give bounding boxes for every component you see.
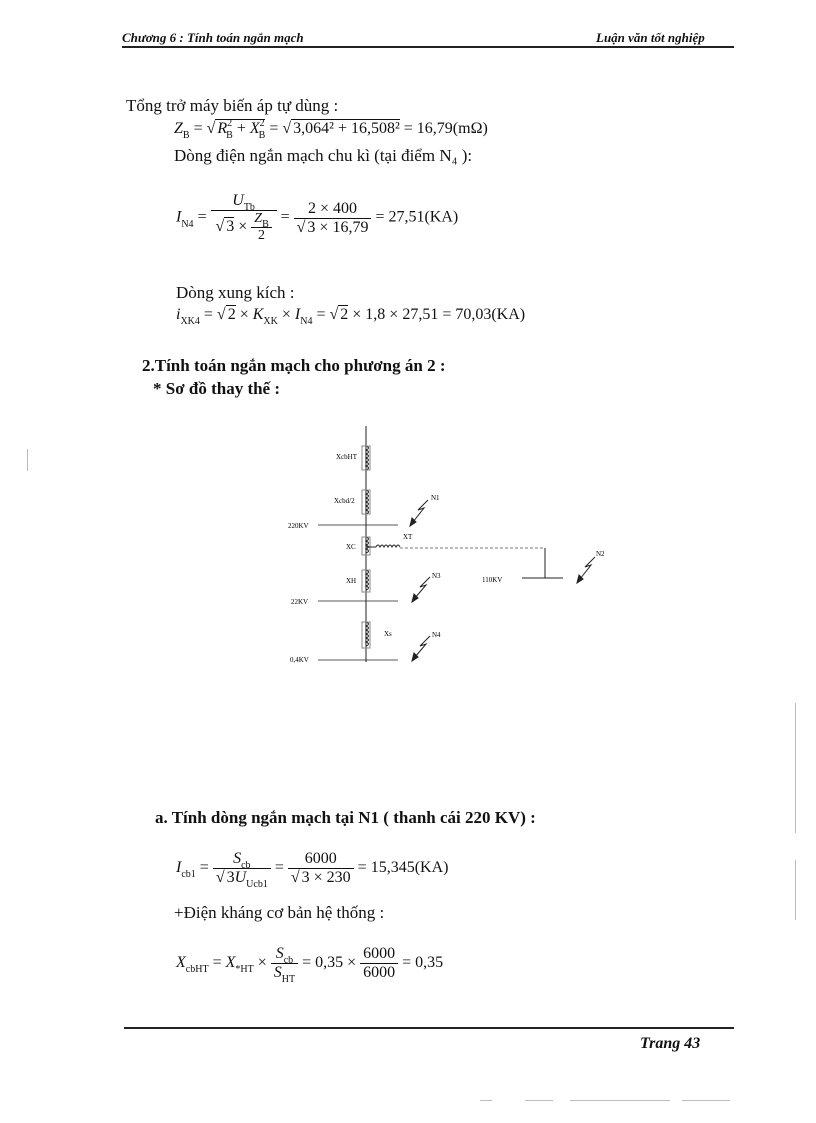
thesis-header: Luận văn tốt nghiệp — [596, 30, 705, 45]
fault-arrow-n1 — [410, 500, 428, 526]
label-xs: Xs — [384, 630, 392, 638]
icb1-numerator: 6000 — [288, 850, 354, 869]
label-04kv: 0,4KV — [290, 656, 309, 664]
label-xt: XT — [403, 533, 413, 541]
system-reactance-title: +Điện kháng cơ bản hệ thống : — [174, 903, 385, 922]
label-22kv: 22KV — [291, 598, 309, 606]
scan-mark — [682, 1100, 730, 1101]
zb-value: = 16,79(mΩ) — [403, 120, 488, 137]
xcbht-numerator: 6000 — [360, 945, 398, 964]
section2-subheading: * Sơ đồ thay thế : — [153, 379, 281, 398]
fault-arrow-n2 — [577, 557, 595, 583]
label-n3: N3 — [432, 572, 441, 580]
equivalent-circuit-diagram — [270, 420, 630, 680]
fault-arrow-n4 — [412, 636, 430, 661]
section-a-heading: a. Tính dòng ngắn mạch tại N1 ( thanh cái 220 KV) : — [155, 808, 536, 827]
coil-xcbht — [362, 446, 370, 470]
label-110kv: 110KV — [482, 576, 503, 584]
xcbht-coef: = 0,35 × — [302, 954, 357, 972]
scan-mark — [795, 860, 796, 920]
xcbht-denominator: 6000 — [363, 964, 396, 981]
ixk4-result: × 1,8 × 27,51 = 70,03(KA) — [352, 306, 526, 323]
scan-mark — [525, 1100, 553, 1101]
footer-rule — [124, 1027, 734, 1029]
in4-denominator: 16,79 — [332, 218, 369, 236]
cycle-current-title: Dòng điện ngắn mạch chu kì (tại điểm N₄ ): — [174, 146, 473, 165]
label-n2: N2 — [596, 550, 605, 558]
in4-result: = 27,51(KA) — [375, 208, 459, 226]
scan-mark — [795, 703, 796, 833]
scan-mark — [480, 1100, 492, 1101]
icb1-formula: $I_{cb1}$ = $\frac{S_{cb}}{√ 3U_{Ucb1}}$ = $\frac{6000}{√ 3 \times 230}$ = 15,345(KA) — [176, 850, 449, 890]
coil-xt — [376, 545, 400, 547]
in4-formula: $I_{N4}$ = $U_{Tb}$ √ 3 × $\frac{Z_B}{2}$ = $\frac{2 \times 400}{√ 3 \times 16,79}$ = 27,51(KA) — [176, 192, 459, 243]
zb-formula: $Z_B$ = √ $R^2_B + X^2_B$ = √ 3,064² + 16,508² = 16,79(mΩ) — [174, 118, 488, 141]
zb-radicand: 3,064² + 16,508² — [293, 120, 400, 137]
label-n1: N1 — [431, 494, 440, 502]
transformer-impedance-title: Tổng trở máy biến áp tự dùng : — [126, 96, 339, 115]
label-xcbd2: Xcbd/2 — [334, 497, 355, 505]
label-n4: N4 — [432, 631, 441, 639]
page-number: Trang 43 — [640, 1035, 701, 1052]
label-xc: XC — [346, 543, 356, 551]
ixk4-formula: $i_{XK4}$ = √ $2 \times K_{XK} \times I_{N4}$ = √ 2 × 1,8 × 27,51 = 70,03(KA) — [176, 306, 526, 327]
xcbht-result: = 0,35 — [402, 954, 444, 972]
fault-arrow-n3 — [412, 577, 430, 602]
xcbht-formula: $X_{cbHT} = X_{*HT}$ × $\frac{S_{cb}}{S_{HT}}$ = 0,35 × $\frac{6000}{6000}$ = 0,35 — [176, 945, 444, 985]
chapter-header: Chương 6 : Tính toán ngắn mạch — [122, 30, 304, 45]
scan-mark — [27, 449, 28, 471]
label-xh: XH — [346, 577, 357, 585]
label-220kv: 220KV — [288, 522, 309, 530]
header-rule — [122, 46, 734, 48]
icb1-denominator: 230 — [326, 869, 351, 886]
coil-xcbd2 — [362, 490, 370, 514]
in4-numerator: 2 × 400 — [294, 200, 372, 219]
icb1-result: = 15,345(KA) — [357, 859, 449, 877]
section2-heading: 2.Tính toán ngắn mạch cho phương án 2 : — [142, 356, 446, 375]
shock-current-title: Dòng xung kích : — [176, 283, 295, 302]
label-xcbht: XcbHT — [336, 453, 357, 461]
scan-mark — [570, 1100, 670, 1101]
